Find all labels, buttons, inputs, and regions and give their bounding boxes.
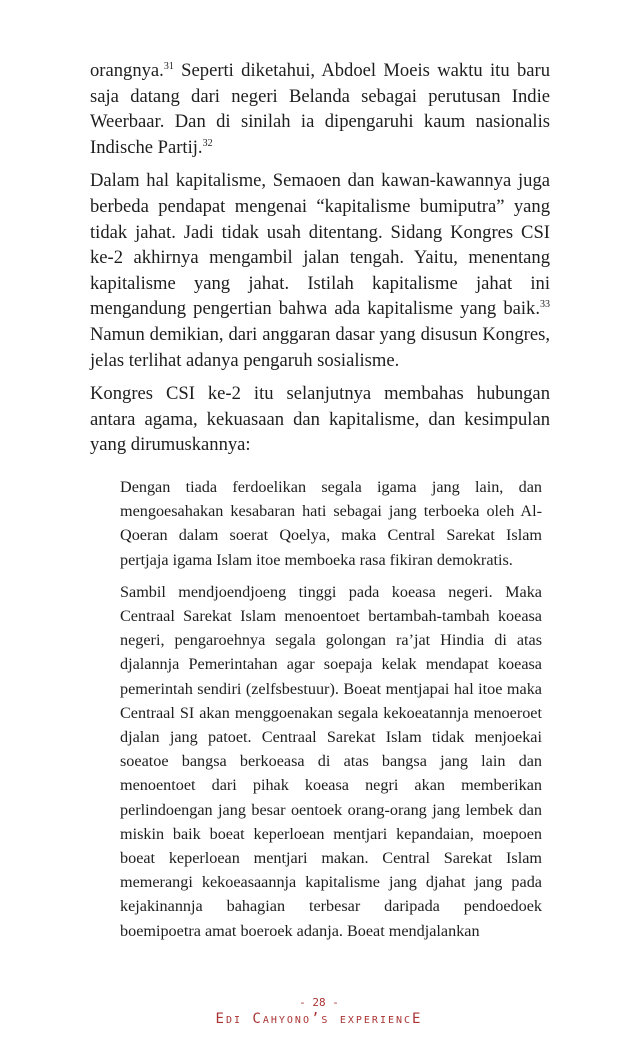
footnote-ref-33[interactable]: 33 xyxy=(540,299,550,311)
quote-paragraph-1: Dengan tiada ferdoelikan segala igama jang lain, dan mengoesahakan kesabaran hati sebagai jang terboeka oleh Al-Qoeran dalam soerat Qoelya, maka Central Sarekat Islam pertjaja igama Islam itoe memboeka rasa fikiran demokratis. xyxy=(120,478,542,569)
quote-paragraph-2: Sambil mendjoendjoeng tinggi pada koeasa negeri. Maka Centraal Sarekat Islam menoentoet bertambah-tambah koeasa negeri, pengaroehnya segala golongan ra’jat Hindia di atas djalannja Pemerintahan agar soepaja kelak mendapat koeasa pemerintah sendiri (zelfsbestuur). Boeat mentjapai hal itoe maka Centraal SI akan menggoenakan segala kekoeatannja menoeroet djalan jang patoet. Centraal Sarekat Islam tidak menjoekai soeatoe bangsa berkoeasa di atas bangsa jang lain dan menoentoet dari pihak koeasa negri akan memberikan perlindoengan jang besar oentoek orang-orang jang lembek dan miskin baik boeat keperloean mentjari kepandaian, moepoen boeat keperloean mentjari makan. Central Sarekat Islam memerangi kekoeasaannja kapitalisme jang djahat jang pada kejakinannja bahagian terbesar daripada pendoedoek boemipoetra amat boeroek adanja. Boeat mendjalankan xyxy=(120,582,542,940)
block-quote xyxy=(120,475,542,951)
footnote-ref-32[interactable]: 32 xyxy=(202,137,213,149)
footnote-ref-31[interactable]: 31 xyxy=(163,60,174,72)
paragraph-1: orangnya.$^{31}$ Seperti diketahui, Abdoel Moeis waktu itu baru saja datang dari negeri Belanda sebagai perutusan Indie Weerbaar. Dan di sinilah ia dipengaruhi kaum nasionalis Indische Partij.$^{32}$ xyxy=(90,60,550,158)
paragraph-3: Kongres CSI ke-2 itu selanjutnya membahas hubungan antara agama, kekuasaan dan kapitalisme, dan kesimpulan yang dirumuskannya: xyxy=(90,383,550,456)
paragraph-2: Dalam hal kapitalisme, Semaoen dan kawan-kawannya juga berbeda pendapat mengenai “kapitalisme bumiputra” yang tidak jahat. Jadi tidak usah ditentang. Sidang Kongres CSI ke-2 akhirnya mengambil jalan tengah. Yaitu, menentang kapitalisme yang jahat. Istilah kapitalisme jahat ini mengandung pengertian bahwa ada kapitalisme yang baik.$^{33}$ Namun demikian, dari anggaran dasar yang disusun Kongres, jelas terlihat adanya pengaruh sosialisme. xyxy=(90,170,550,371)
main-text xyxy=(90,58,550,466)
running-footer-title: Edi Cahyono’s experiencE xyxy=(215,1011,423,1027)
page-number: - 28 - xyxy=(299,996,339,1009)
